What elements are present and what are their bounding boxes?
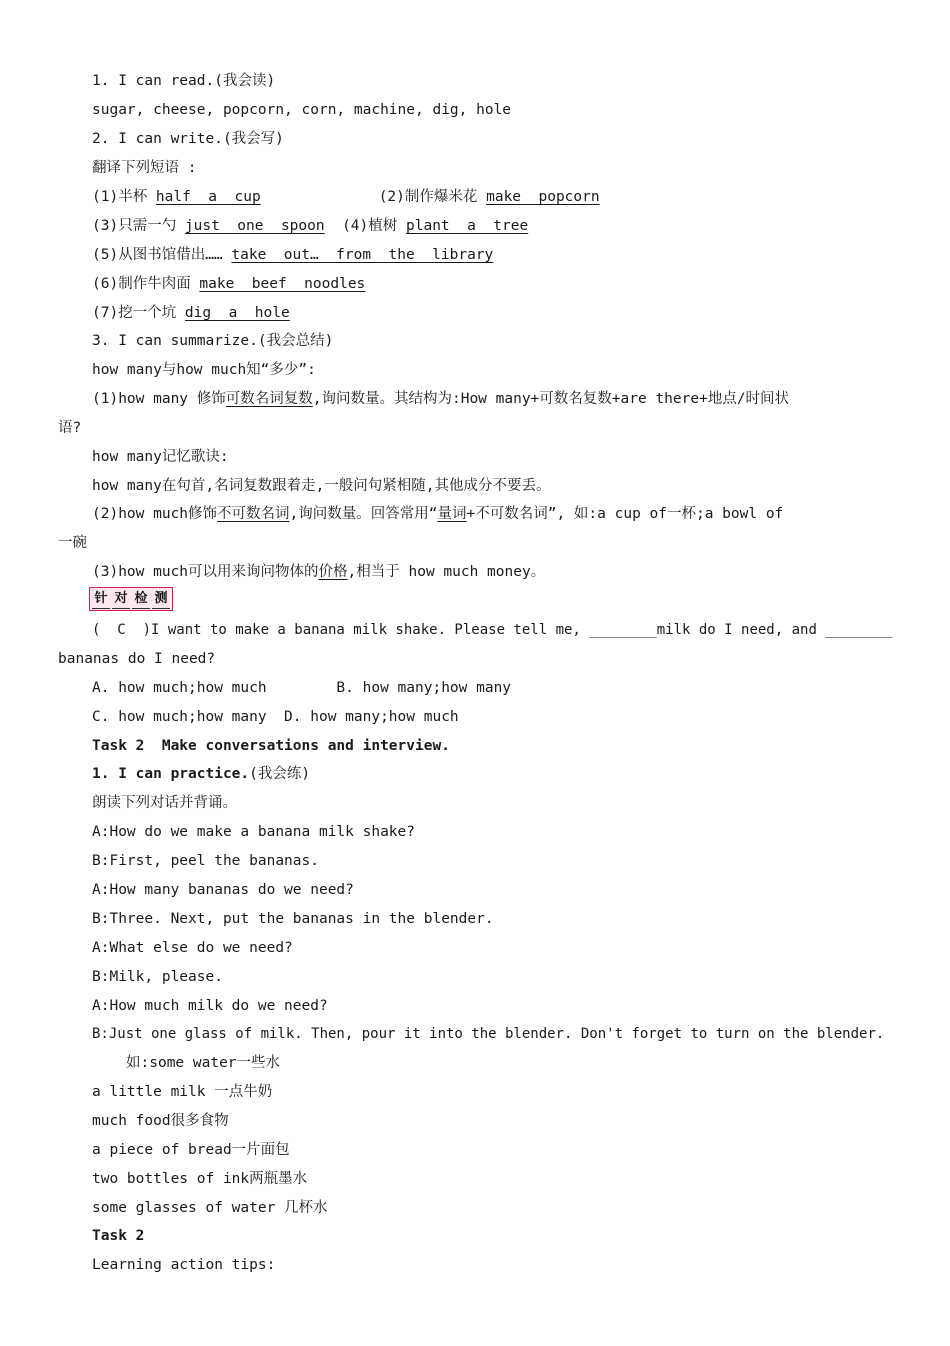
options-cd: C. how much;how many D. how many;how much	[92, 709, 459, 725]
example-heading: 如:some water一些水	[126, 1055, 281, 1071]
phrase-row-1	[92, 187, 600, 207]
task-2-label: Task 2	[92, 1228, 145, 1244]
example-item: much food很多食物	[92, 1113, 229, 1129]
dialogue-line: B:First, peel the bananas.	[92, 853, 319, 869]
dialogue-line: A:How do we make a banana milk shake?	[92, 824, 416, 840]
summary-point-2-keyword: 不可数名词	[217, 506, 290, 522]
heading-write: 2. I can write.(我会写)	[92, 131, 284, 147]
badge-char-1: 针	[92, 590, 110, 609]
practice-instruction: 朗读下列对话并背诵。	[92, 795, 237, 811]
summary-point-2-wrap: 一碗	[58, 535, 87, 551]
mnemonic-text: how many在句首,名词复数跟着走,一般问句紧相随,其他成分不要丢。	[92, 478, 551, 494]
badge-char-4: 测	[152, 590, 170, 609]
phrase-7-prompt: (7)挖一个坑	[92, 305, 185, 321]
summary-point-3-keyword: 价格	[318, 564, 348, 580]
heading-read: 1. I can read.(我会读)	[92, 73, 276, 89]
summary-point-1-text-b: ,询问数量。其结构为:How many+可数名复数+are there+地点/时间状	[312, 391, 790, 407]
heading-practice	[92, 764, 310, 784]
example-item: a little milk 一点牛奶	[92, 1084, 273, 1100]
phrase-2-prompt: (2)制作爆米花	[378, 189, 487, 205]
options-ab: A. how much;how much B. how many;how many	[92, 680, 512, 696]
summary-point-1-text-a: (1)how many 修饰	[92, 391, 226, 407]
summary-point-3	[92, 562, 545, 582]
summary-point-3-text-b: ,相当于 how much money。	[347, 564, 546, 580]
phrase-3-answer: just one spoon	[184, 218, 325, 234]
phrase-row-2	[92, 216, 528, 236]
phrase-6-answer: make beef noodles	[199, 276, 366, 292]
summary-point-1	[92, 389, 789, 409]
dialogue-line: B:Just one glass of milk. Then, pour it into the blender. Don't forget to turn on the blender.	[92, 1026, 885, 1042]
heading-summarize: 3. I can summarize.(我会总结)	[92, 333, 334, 349]
phrase-2-answer: make popcorn	[486, 189, 600, 205]
summary-point-2-text-c: +不可数名词”, 如:a cup of一杯;a bowl of	[466, 506, 784, 522]
learning-tips-heading: Learning action tips:	[92, 1257, 276, 1273]
example-item: two bottles of ink两瓶墨水	[92, 1171, 308, 1187]
phrase-6-prompt: (6)制作牛肉面	[92, 276, 200, 292]
phrase-1-prompt: (1)半杯	[92, 189, 156, 205]
practice-check-badge	[89, 587, 173, 611]
summary-point-2-keyword-2: 量词	[437, 506, 467, 522]
phrase-3-prompt: (3)只需一勺	[92, 218, 185, 234]
question-stem-wrap: bananas do I need?	[58, 651, 216, 667]
translate-instruction: 翻译下列短语 :	[92, 160, 197, 176]
summary-point-2-text-a: (2)how much修饰	[92, 506, 218, 522]
summary-point-3-text-a: (3)how much可以用来询问物体的	[92, 564, 319, 580]
summary-intro: how many与how much知“多少”:	[92, 362, 316, 378]
heading-practice-cn: (我会练)	[249, 766, 311, 782]
badge-char-3: 检	[132, 590, 150, 609]
dialogue-line: B:Three. Next, put the bananas in the blender.	[92, 911, 494, 927]
task-2-heading: Task 2 Make conversations and interview.	[92, 738, 450, 754]
summary-point-2	[92, 504, 783, 524]
phrase-row-5	[92, 303, 290, 323]
badge-char-2: 对	[112, 590, 130, 609]
question-stem: ( C )I want to make a banana milk shake. Please tell me, ________milk do I need, and ________	[92, 622, 893, 638]
phrase-1-answer: half a cup	[155, 189, 261, 205]
phrase-5-answer: take out… from the library	[231, 247, 494, 263]
dialogue-line: B:Milk, please.	[92, 969, 223, 985]
heading-practice-en: 1. I can practice.	[92, 766, 250, 782]
phrase-5-prompt: (5)从图书馆借出……	[92, 247, 232, 263]
mnemonic-heading: how many记忆歌诀:	[92, 449, 229, 465]
word-list: sugar, cheese, popcorn, corn, machine, dig, hole	[92, 102, 512, 118]
dialogue-line: A:How much milk do we need?	[92, 998, 328, 1014]
dialogue-line: A:How many bananas do we need?	[92, 882, 354, 898]
summary-point-1-wrap: 语?	[58, 420, 82, 436]
example-item: some glasses of water 几杯水	[92, 1200, 328, 1216]
phrase-7-answer: dig a hole	[184, 305, 290, 321]
summary-point-2-text-b: ,询问数量。回答常用“	[289, 506, 438, 522]
example-item: a piece of bread一片面包	[92, 1142, 290, 1158]
summary-point-1-keyword: 可数名词复数	[225, 391, 313, 407]
phrase-4-answer: plant a tree	[406, 218, 529, 234]
dialogue-line: A:What else do we need?	[92, 940, 293, 956]
phrase-row-3	[92, 245, 493, 265]
phrase-row-4	[92, 274, 365, 294]
phrase-4-prompt: (4)植树	[324, 218, 406, 234]
